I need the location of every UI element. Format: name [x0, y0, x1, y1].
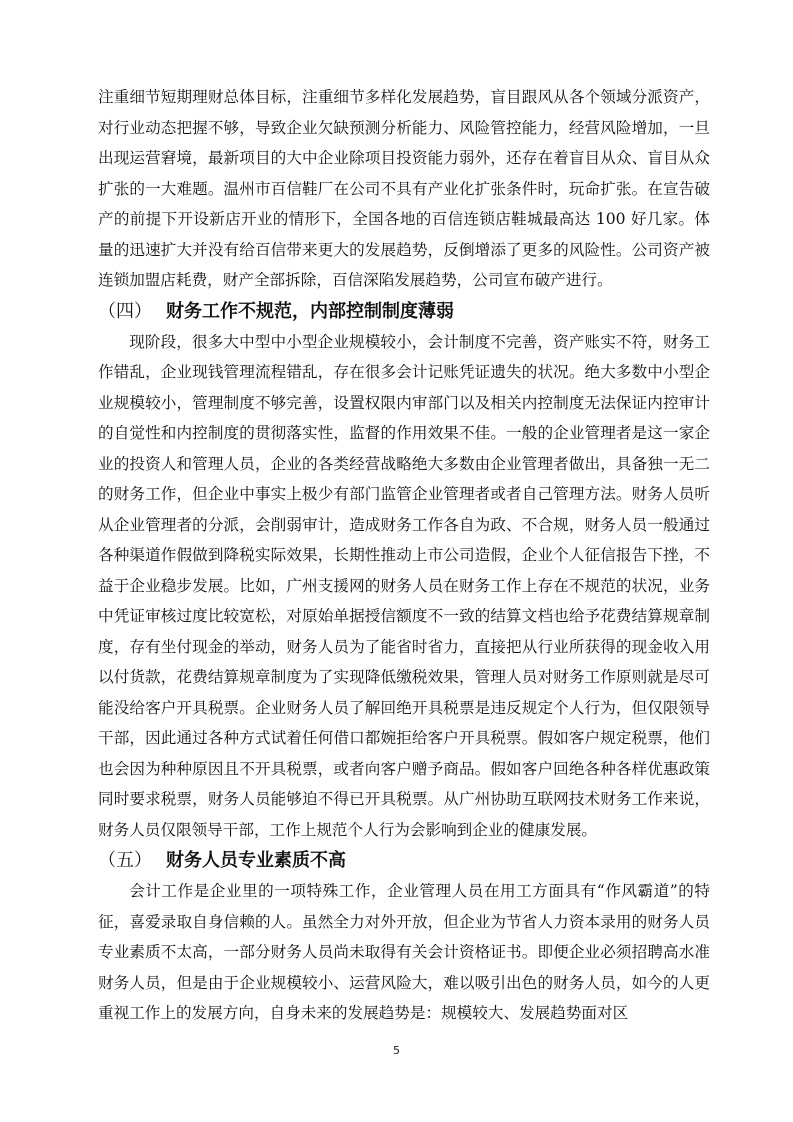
- document-body: [98, 82, 710, 1029]
- section-heading-5: [98, 845, 710, 876]
- section-heading-4: [98, 296, 710, 327]
- paragraph-section-4: 现阶段，很多大中型中小型企业规模较小，会计制度不完善，资产账实不符，财务工作错乱，企业现钱管理流程错乱，存在很多会计记账凭证遗失的状况。绝大多数中小型企业规模较小，管理制度不够完善，设置权限内审部门以及相关内控制度无法保证内控审计的自觉性和内控制度的贯彻落实性，监督的作用效果不佳。一般的企业管理者是这一家企业的投资人和管理人员，企业的各类经营战略绝大多数由企业管理者做出，具备独一无二的财务工作，但企业中事实上极少有部门监管企业管理者或者自己管理方法。财务人员听从企业管理者的分派，会削弱审计，造成财务工作各自为政、不合规，财务人员一般通过各种渠道作假做到降税实际效果，长期性推动上市公司造假，企业个人征信报告下挫，不益于企业稳步发展。比如，广州支援网的财务人员在财务工作上存在不规范的状况，业务中凭证审核过度比较宽松，对原始单据授信额度不一致的结算文档也给予花费结算规章制度，存有坐付现金的举动，财务人员为了能省时省力，直接把从行业所获得的现金收入用以付货款，花费结算规章制度为了实现降低缴税效果，管理人员对财务工作原则就是尽可能没给客户开具税票。企业财务人员了解回绝开具税票是违反规定个人行为，但仅限领导干部，因此通过各种方式试着任何借口都婉拒给客户开具税票。假如客户规定税票，他们也会因为种种原因且不开具税票，或者向客户赠予商品。假如客户回绝各种各样优惠政策同时要求税票，财务人员能够迫不得已开具税票。从广州协助互联网技术财务工作来说，财务人员仅限领导干部，工作上规范个人行为会影响到企业的健康发展。: [98, 332, 710, 839]
- section-number: （五）: [98, 850, 152, 871]
- section-title: 财务工作不规范，内部控制制度薄弱: [166, 300, 454, 322]
- page-number: 5: [393, 1044, 400, 1057]
- section-number: （四）: [98, 300, 152, 322]
- section-title: 财务人员专业素质不高: [166, 850, 346, 871]
- paragraph-section-5: 会计工作是企业里的一项特殊工作，企业管理人员在用工方面具有“作风霸道”的特征，喜爱录取自身信赖的人。虽然全力对外开放，但企业为节省人力资本录用的财务人员专业素质不太高，一部分财务人员尚未取得有关会计资格证书。即便企业必须招聘高水准财务人员，但是由于企业规模较小、运营风险大，难以吸引出色的财务人员，如今的人更重视工作上的发展方向，自身未来的发展趋势是：规模较大、发展趋势面对区: [98, 882, 710, 1022]
- paragraph-continued: 注重细节短期理财总体目标，注重细节多样化发展趋势，盲目跟风从各个领域分派资产，对行业动态把握不够，导致企业欠缺预测分析能力、风险管控能力，经营风险增加，一旦出现运营窘境，最新项目的大中企业除项目投资能力弱外，还存在着盲目从众、盲目从众扩张的一大难题。温州市百信鞋厂在公司不具有产业化扩张条件时，玩命扩张。在宣告破产的前提下开设新店开业的情形下，全国各地的百信连锁店鞋城最高达 100 好几家。体量的迅速扩大并没有给百信带来更大的发展趋势，反倒增添了更多的风险性。公司资产被连锁加盟店耗费，财产全部拆除，百信深陷发展趋势，公司宣布破产进行。: [98, 88, 710, 289]
